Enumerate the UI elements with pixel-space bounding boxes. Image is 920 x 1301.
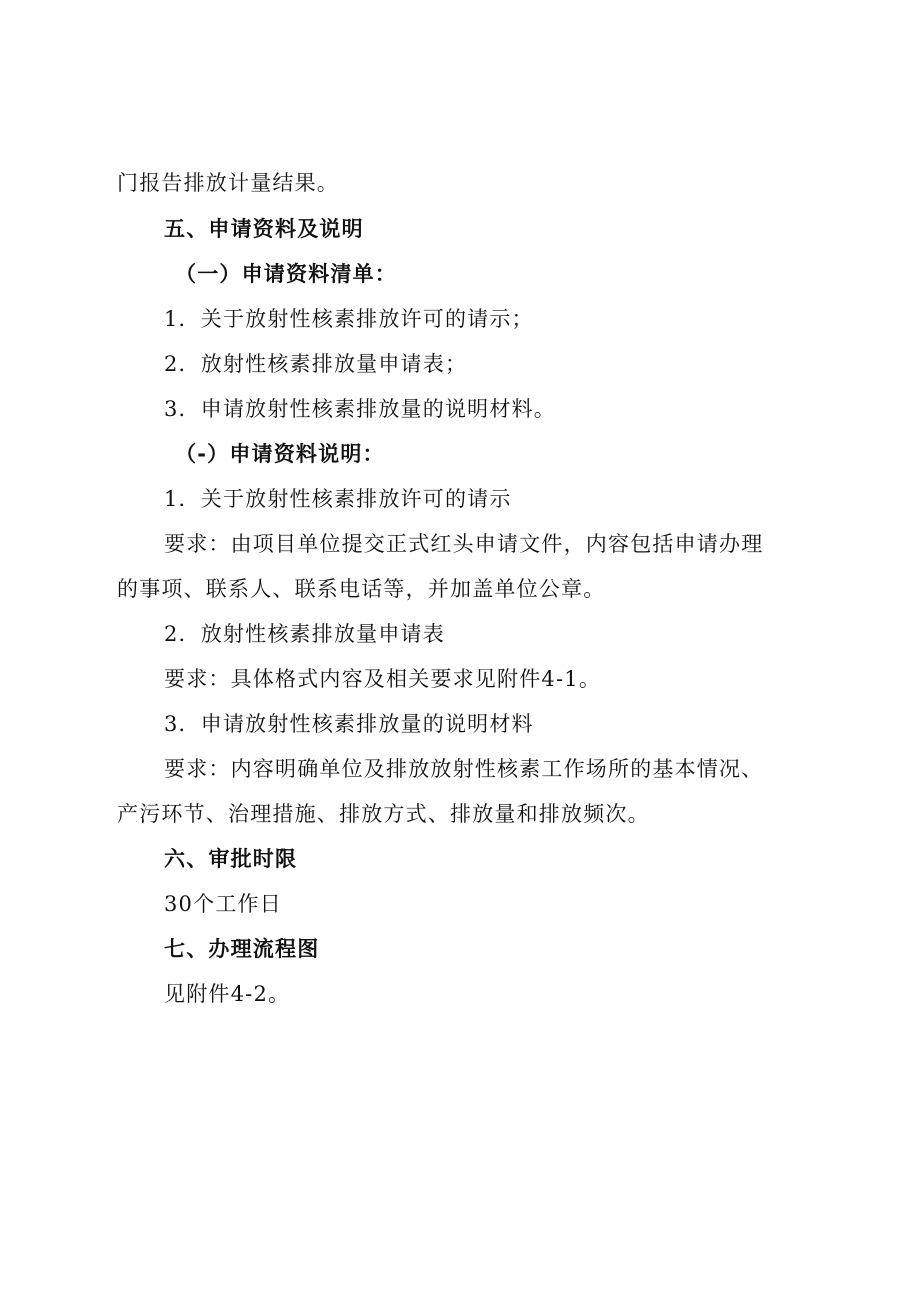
explanation-item-2-requirement: 要求：具体格式内容及相关要求见附件4-1。 bbox=[164, 667, 602, 691]
subsection-heading-list: （一）申请资料清单： bbox=[175, 262, 397, 286]
explanation-item-1-requirement-cont: 的事项、联系人、联系电话等，并加盖单位公章。 bbox=[117, 577, 606, 601]
flowchart-reference: 见附件4-2。 bbox=[164, 982, 291, 1006]
text-line-continuation: 门报告排放计量结果。 bbox=[117, 171, 339, 195]
section-heading-6: 六、审批时限 bbox=[164, 847, 298, 871]
section-heading-7: 七、办理流程图 bbox=[164, 937, 320, 961]
approval-time-limit: 30个工作日 bbox=[164, 892, 282, 916]
section-heading-5: 五、申请资料及说明 bbox=[164, 217, 364, 241]
list-item-3: 3．申请放射性核素排放量的说明材料。 bbox=[164, 397, 556, 421]
explanation-item-1-title: 1．关于放射性核素排放许可的请示 bbox=[164, 487, 512, 511]
explanation-item-3-requirement: 要求：内容明确单位及排放放射性核素工作场所的基本情况、 bbox=[164, 757, 764, 781]
list-item-1: 1．关于放射性核素排放许可的请示； bbox=[164, 307, 534, 331]
subsection-heading-explanation: （-）申请资料说明： bbox=[175, 442, 385, 466]
explanation-item-3-title: 3．申请放射性核素排放量的说明材料 bbox=[164, 712, 534, 736]
explanation-item-3-requirement-cont: 产污环节、治理措施、排放方式、排放量和排放频次。 bbox=[117, 802, 650, 826]
explanation-item-1-requirement: 要求：由项目单位提交正式红头申请文件，内容包括申请办理 bbox=[164, 532, 764, 556]
explanation-item-2-title: 2．放射性核素排放量申请表 bbox=[164, 622, 445, 646]
list-item-2: 2．放射性核素排放量申请表； bbox=[164, 352, 468, 376]
